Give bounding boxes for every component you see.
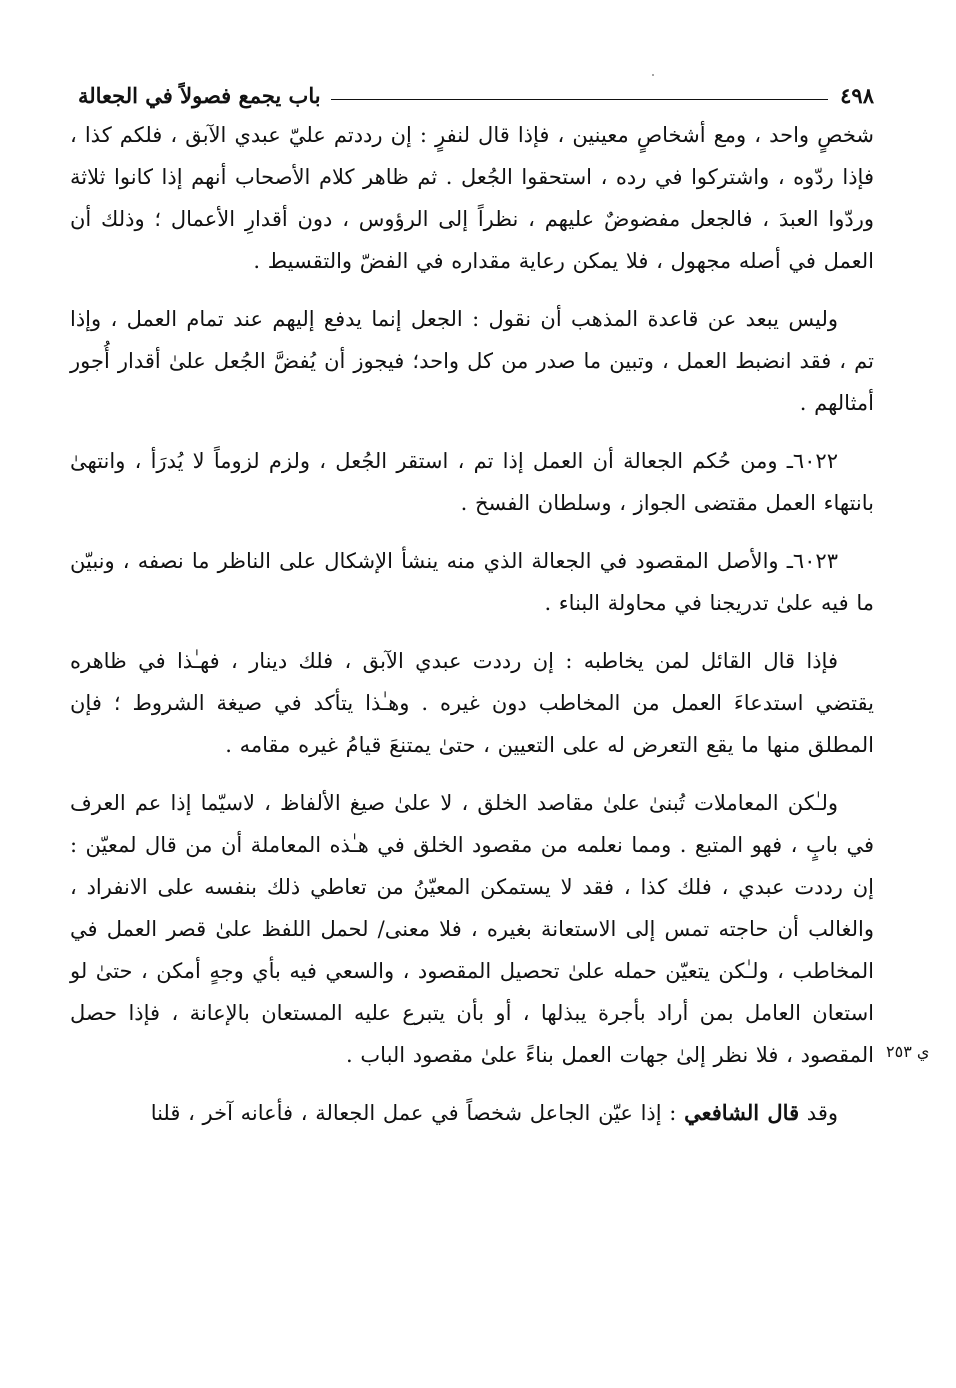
shafii-citation: قال الشافعي (684, 1100, 800, 1125)
margin-page-reference: ي ٢٥٣ (886, 1042, 930, 1061)
paragraph-2: وليس يبعد عن قاعدة المذهب أن نقول : الجعل إنما يدفع إليهم عند تمام العمل ، وإذا تم ، فقد انضبط العمل ، وتبين ما صدر من كل واحد؛ فيجوز أن يُفضَّ الجُعل علىٰ أقدار أُجور أمثالهم . (70, 307, 874, 415)
paragraph-7 (70, 1092, 874, 1134)
citation-text: : إذا عيّن الجاعل شخصاً في عمل الجعالة ، فأعانه آخر ، قلنا (150, 1101, 677, 1125)
header-rule (331, 99, 829, 100)
page-number: ٤٩٨ (840, 83, 874, 108)
paragraph-1: شخصٍ واحد ، ومع أشخاصٍ معينين ، فإذا قال لنفرٍ : إن رددتم عليّ عبدي الآبق ، فلكم كذا ، فإذا ردّوه ، واشتركوا في رده ، استحقوا الجُعل . ثم ظاهر كلام الأصحاب أنهم إذا كانوا ثلاثة وردّوا العبدَ ، فالجعل مفضوضٌ عليهم ، نظراً إلى الرؤوس ، دون أقدارِ الأعمال ؛ وذلك أن العمل في أصله مجهول ، فلا يمكن رعاية مقداره في الفضّ والتقسيط . (70, 123, 874, 273)
paragraph-4: ٦٠٢٣ـ والأصل المقصود في الجعالة الذي منه ينشأ الإشكال على الناظر ما نصفه ، ونبيّن ما فيه علىٰ تدريجنا في محاولة البناء . (70, 549, 874, 615)
speck (652, 74, 654, 76)
running-header (78, 78, 874, 114)
paragraph-3: ٦٠٢٢ـ ومن حُكم الجعالة أن العمل إذا تم ، استقر الجُعل ، ولزم لزوماً لا يُدرَأ ، وانتهىٰ بانتهاء العمل مقتضى الجواز ، وسلطان الفسخ . (70, 449, 874, 515)
paragraph-5: فإذا قال القائل لمن يخاطبه : إن رددت عبدي الآبق ، فلك دينار ، فهـٰذا في ظاهره يقتضي استدعاءَ العمل من المخاطب دون غيره . وهـٰذا يتأكد في صيغة الشروط ؛ فإن المطلق منها ما يقع التعرض له على التعيين ، حتىٰ يمتنعَ قيامُ غيره مقامه . (70, 649, 874, 757)
page-body (70, 78, 874, 1134)
lead-word: وقد (806, 1101, 838, 1125)
chapter-title: باب يجمع فصولاً في الجعالة (78, 83, 321, 108)
paragraph-6: ولـٰكن المعاملات تُبنىٰ علىٰ مقاصد الخلق ، لا علىٰ صيغ الألفاظ ، لاسيّما إذا عم العرف في بابٍ ، فهو المتبع . ومما نعلمه من مقصود الخلق في هـٰذه المعاملة أن من قال لمعيّن : إن رددت عبدي ، فلك كذا ، فقد لا يستمكن المعيّنُ من تعاطي ذلك بنفسه على الانفراد ، والغالب أن حاجته تمس إلى الاستعانة بغيره ، فلا معنى/ لحمل اللفظ علىٰ قصر العمل في المخاطب ، ولـٰكن يتعيّن حمله علىٰ تحصيل المقصود ، والسعي فيه بأي وجهٍ أمكن ، حتىٰ لو استعان العامل بمن أراد بأجرة يبذلها ، أو بأن يتبرع عليه المستعان بالإعانة ، فإذا حصل المقصود ، فلا نظر إلىٰ جهات العمل بناءً علىٰ مقصود الباب . (70, 791, 874, 1067)
